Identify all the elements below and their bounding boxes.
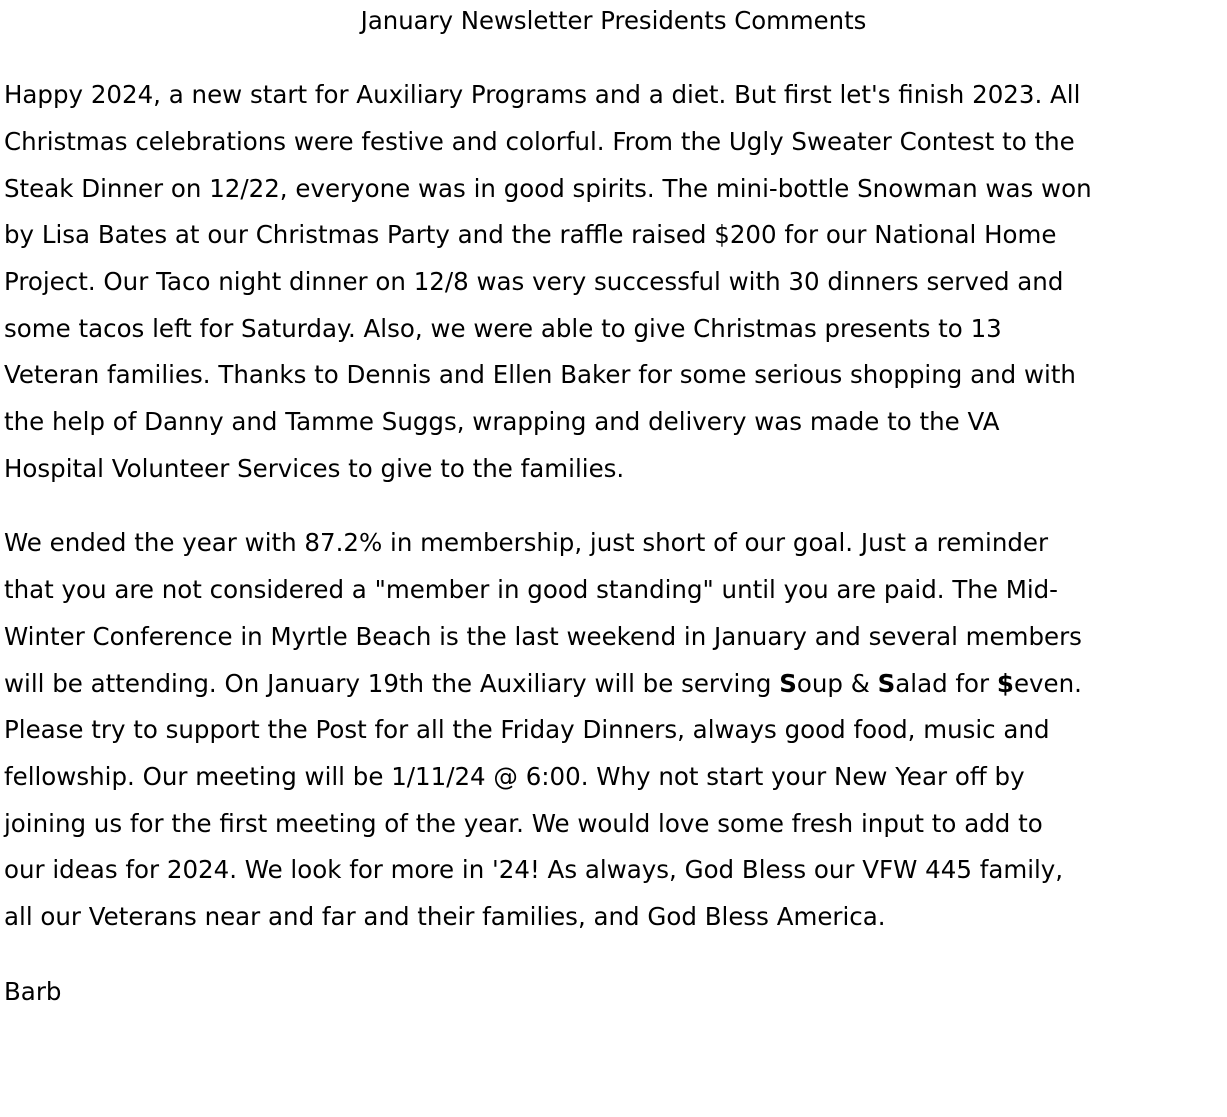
bold-letter: $: [996, 669, 1014, 698]
paragraph-line: We ended the year with 87.2% in membership, just short of our goal. Just a reminder: [4, 528, 1049, 557]
page-title: January Newsletter Presidents Comments: [360, 6, 867, 35]
paragraph-line: Christmas celebrations were festive and colorful. From the Ugly Sweater Contest to the: [4, 127, 1075, 156]
line-text: even.: [1013, 669, 1082, 698]
paragraph-line: our ideas for 2024. We look for more in '24! As always, God Bless our VFW 445 family,: [4, 855, 1064, 884]
paragraph-line: the help of Danny and Tamme Suggs, wrapping and delivery was made to the VA: [4, 407, 1000, 436]
bold-letter: S: [877, 669, 896, 698]
paragraph-line: Hospital Volunteer Services to give to the families.: [4, 454, 625, 483]
paragraph-line: Please try to support the Post for all the Friday Dinners, always good food, music and: [4, 715, 1050, 744]
paragraph-line: Veteran families. Thanks to Dennis and Ellen Baker for some serious shopping and with: [4, 360, 1076, 389]
paragraph-line: fellowship. Our meeting will be 1/11/24 @ 6:00. Why not start your New Year off by: [4, 762, 1025, 791]
line-text: oup &: [796, 669, 878, 698]
paragraph-line: joining us for the first meeting of the year. We would love some fresh input to add to: [4, 809, 1043, 838]
paragraph-line: Winter Conference in Myrtle Beach is the last weekend in January and several members: [4, 622, 1082, 651]
paragraph-line: that you are not considered a "member in good standing" until you are paid. The Mid-: [4, 575, 1059, 604]
bold-letter: S: [779, 669, 797, 698]
paragraph-line: some tacos left for Saturday. Also, we were able to give Christmas presents to 13: [4, 314, 1002, 343]
paragraph-line-soup-salad: [4, 667, 1082, 701]
line-text: will be attending. On January 19th the Auxiliary will be serving: [4, 669, 780, 698]
paragraph-line: Happy 2024, a new start for Auxiliary Programs and a diet. But first let's finish 2023. All: [4, 80, 1081, 109]
signature: Barb: [4, 977, 62, 1006]
paragraph-line: Project. Our Taco night dinner on 12/8 was very successful with 30 dinners served and: [4, 267, 1064, 296]
line-text: alad for: [895, 669, 997, 698]
paragraph-line: all our Veterans near and far and their families, and God Bless America.: [4, 902, 886, 931]
paragraph-line: Steak Dinner on 12/22, everyone was in good spirits. The mini-bottle Snowman was won: [4, 174, 1092, 203]
paragraph-line: by Lisa Bates at our Christmas Party and the raffle raised $200 for our National Home: [4, 220, 1057, 249]
